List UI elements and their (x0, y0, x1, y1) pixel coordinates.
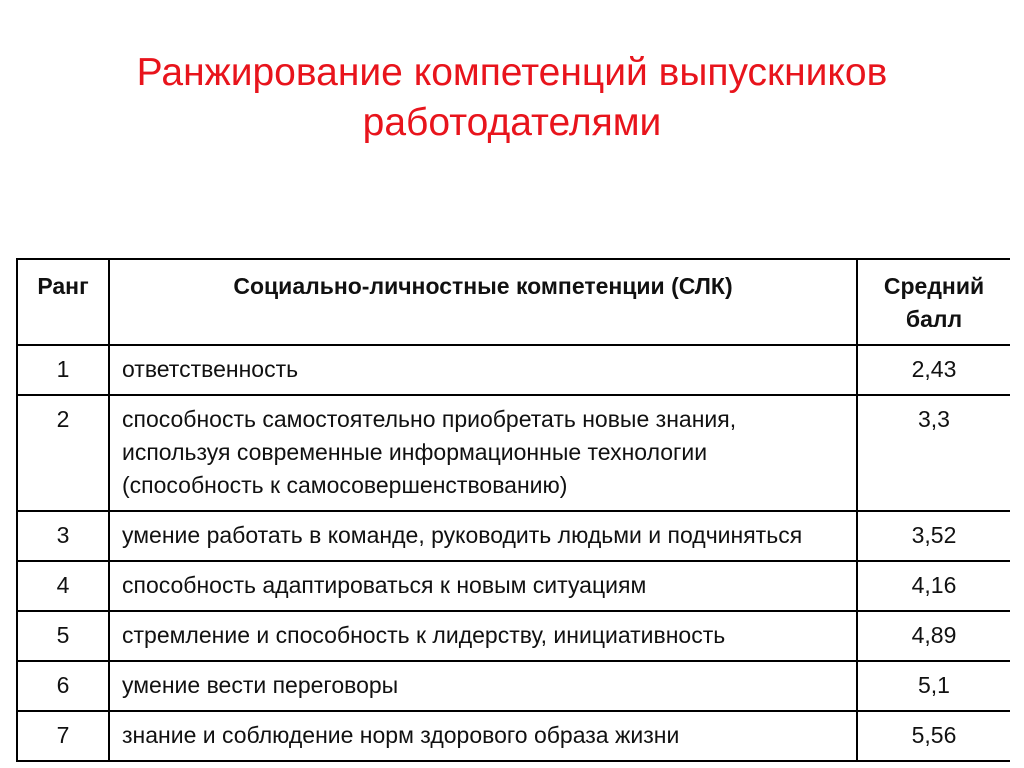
competence-table-container (16, 258, 1010, 768)
rank-cell: 4 (17, 561, 109, 611)
score-cell: 2,43 (857, 345, 1010, 395)
competence-cell: умение вести переговоры (109, 661, 857, 711)
competence-cell: стремление и способность к лидерству, инициативность (109, 611, 857, 661)
score-cell: 4,89 (857, 611, 1010, 661)
table-row (17, 561, 1010, 611)
slide-title-line-1: Ранжирование компетенций выпускников (136, 51, 888, 94)
score-cell: 4,16 (857, 561, 1010, 611)
competence-cell: способность адаптироваться к новым ситуациям (109, 561, 857, 611)
rank-cell: 1 (17, 345, 109, 395)
header-competence: Социально-личностные компетенции (СЛК) (109, 259, 857, 345)
competence-cell: умение работать в команде, руководить людьми и подчиняться (109, 511, 857, 561)
table-row (17, 661, 1010, 711)
competence-cell: ответственность (109, 345, 857, 395)
table-row (17, 395, 1010, 511)
slide-title-line-2: работодателями (362, 101, 662, 144)
rank-cell: 6 (17, 661, 109, 711)
score-cell: 3,3 (857, 395, 1010, 511)
header-score: Средний балл (857, 259, 1010, 345)
score-cell: 5,1 (857, 661, 1010, 711)
score-cell: 3,52 (857, 511, 1010, 561)
header-rank: Ранг (17, 259, 109, 345)
table-header-row (17, 259, 1010, 345)
table-row (17, 711, 1010, 761)
competence-cell: способность самостоятельно приобретать новые знания, используя современные информационные технологии (способность к самосовершенствованию) (109, 395, 857, 511)
table-row (17, 345, 1010, 395)
rank-cell: 5 (17, 611, 109, 661)
rank-cell: 7 (17, 711, 109, 761)
competence-ranking-table (16, 258, 1010, 762)
rank-cell: 2 (17, 395, 109, 511)
competence-cell: знание и соблюдение норм здорового образа жизни (109, 711, 857, 761)
score-cell: 5,56 (857, 711, 1010, 761)
table-row (17, 511, 1010, 561)
table-row (17, 611, 1010, 661)
rank-cell: 3 (17, 511, 109, 561)
slide-title (0, 48, 1024, 148)
